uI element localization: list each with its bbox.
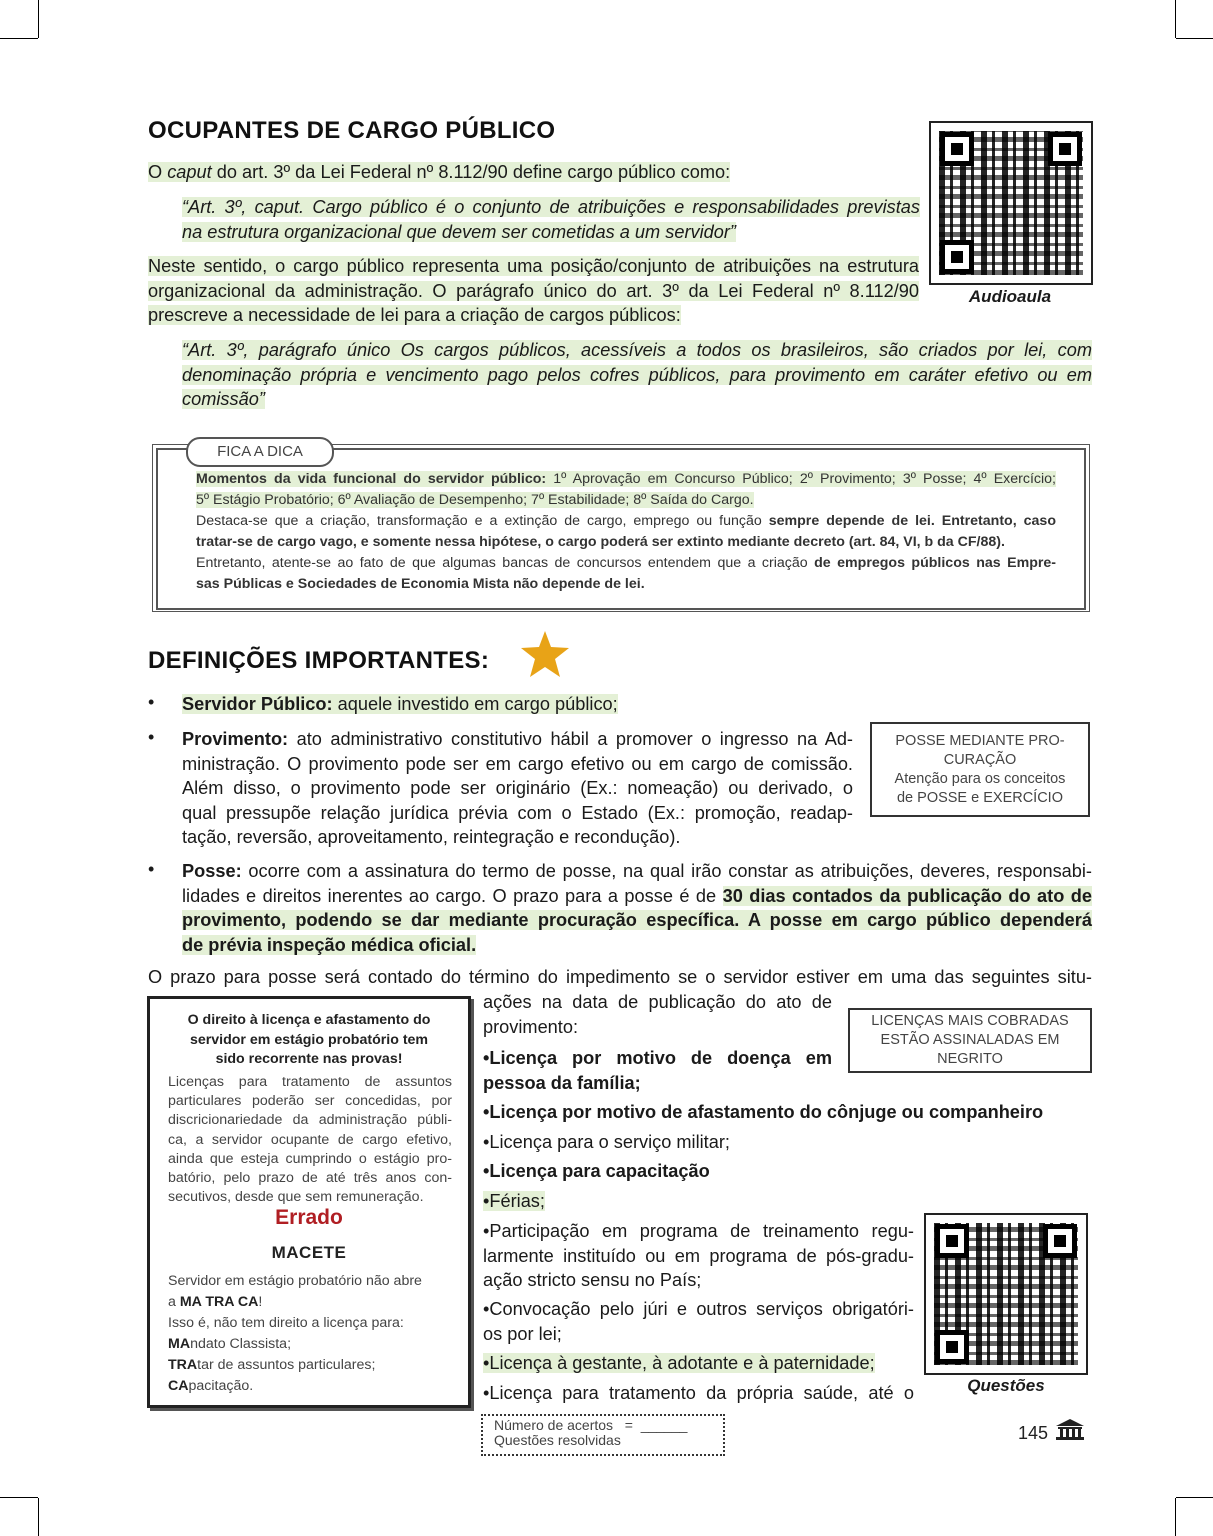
side-note-posse: [870, 722, 1090, 817]
score-text: [494, 1418, 687, 1448]
qr-caption: Audioaula: [968, 287, 1052, 306]
prazo-paragraph: O prazo para posse será contado do término do impedimento se o servidor estiver em uma das seguintes situ-: [148, 967, 1092, 987]
crop-mark: [0, 1497, 38, 1498]
text: ainda que esteja cumprindo o estágio pro-: [168, 1150, 452, 1167]
text: ações na data de publicação do ato de: [483, 992, 832, 1012]
text: sido recorrente nas provas!: [215, 1051, 403, 1067]
text: sas Públicas e Sociedades de Economia Mista não depende de lei.: [196, 576, 645, 592]
para-line: Neste sentido, o cargo público representa uma posição/conjunto de atribuições na estrutura: [148, 256, 919, 276]
text: tação, reversão, aproveitamento, reintegração e recondução).: [182, 827, 681, 847]
text: ______: [640, 1417, 688, 1433]
text: larmente instituído ou em programa de pós-gradu-: [483, 1245, 914, 1266]
text: de POSSE e EXERCÍCIO: [896, 790, 1063, 806]
paragraph-2: [148, 254, 919, 328]
licenca-item: [483, 1046, 832, 1095]
licenca-item: [483, 1219, 914, 1293]
quote-line: denominação própria e vencimento pago pelos cofres públicos, para provimento em caráter efetivo ou em: [182, 364, 1092, 385]
text: ato administrativo constitutivo hábil a promover o ingresso na Ad-: [288, 729, 853, 749]
text: ocorre com a assinatura do termo de posse, na qual irão constar as atribuições, deveres, responsabi-: [241, 861, 1092, 881]
licenca-item: [483, 1297, 914, 1346]
text: a: [168, 1294, 180, 1310]
quote-art3: [182, 195, 920, 244]
text: ca, a servidor ocupante de cargo efetivo,: [168, 1131, 452, 1148]
text: sempre depende de lei. Entretanto, caso: [768, 513, 1056, 529]
text: !: [258, 1294, 263, 1310]
tip-text: [196, 469, 1056, 595]
text: ndato Classista;: [190, 1336, 292, 1352]
text: ministração. O provimento pode ser em cargo efetivo ou em cargo de comissão.: [182, 753, 853, 774]
text: secutivos, desde que sem remuneração.: [168, 1189, 424, 1206]
quote-line: comissão”: [182, 389, 265, 409]
text: LICENÇAS MAIS COBRADAS: [871, 1013, 1069, 1029]
text: de empregos públicos nas Empre-: [814, 555, 1057, 571]
text: servidor em estágio probatório tem: [189, 1031, 429, 1048]
quote-line: na estrutura organizacional que devem ser cometidas a um servidor”: [182, 221, 736, 242]
text: Destaca-se que a criação, transformação e a extinção de cargo, emprego ou função: [196, 513, 769, 529]
text: qual pressupõe relação jurídica prévia com o Estado (Ex.: promoção, readap-: [182, 802, 853, 823]
text: pessoa da família;: [483, 1072, 641, 1093]
prazo-continuation: [483, 990, 832, 1039]
text: Isso é, não tem direito a licença para:: [168, 1315, 404, 1331]
crop-mark: [38, 0, 39, 38]
crop-mark: [1175, 0, 1176, 38]
text: •Licença à gestante, à adotante e à paternidade;: [483, 1353, 875, 1373]
text: lidades e direitos inerentes ao cargo. O prazo para a posse é de: [182, 885, 723, 906]
text: de prévia inspeção médica oficial.: [182, 934, 477, 955]
macete-title: MACETE: [271, 1243, 347, 1262]
text: do art. 3º da Lei Federal nº 8.112/90 define cargo público como:: [211, 162, 731, 182]
text: 1º Aprovação em Concurso Público; 2º Provimento; 3º Posse; 4º Exercício;: [546, 471, 1056, 487]
text: 30 dias contados da publicação do ato de: [722, 885, 1092, 906]
text: aquele investido em cargo público;: [332, 694, 618, 714]
text: Posse:: [182, 861, 242, 881]
text: CURAÇÃO: [943, 752, 1017, 768]
macete-text: [168, 1271, 458, 1397]
text: •Licença por motivo de doença em: [483, 1048, 832, 1068]
text: NEGRITO: [937, 1051, 1003, 1067]
licenca-item: [483, 1381, 914, 1406]
quote-line: “Art. 3º, parágrafo único Os cargos públicos, acessíveis a todos os brasileiros, são criados por lei, com: [182, 340, 1092, 360]
intro-paragraph: [148, 160, 730, 185]
star-icon: [520, 630, 570, 678]
text: •Férias;: [483, 1191, 545, 1211]
para-line: organizacional da administração. O parágrafo único do art. 3º da Lei Federal nº 8.112/90: [148, 280, 919, 301]
side-note-licencas: [848, 1008, 1092, 1073]
qr-caption: Questões: [967, 1376, 1045, 1395]
text: •Licença para tratamento da própria saúde, até o: [483, 1383, 914, 1403]
quote-line: “Art. 3º, caput. Cargo público é o conjunto de atribuições e responsabilidades previstas: [182, 197, 920, 217]
text: •Participação em programa de treinamento regu-: [483, 1221, 914, 1241]
text: Servidor Público:: [182, 694, 333, 714]
licenca-item: •Licença para capacitação: [483, 1161, 710, 1181]
text: os por lei;: [483, 1323, 562, 1344]
def-posse: [182, 859, 1092, 957]
def-provimento: [182, 727, 853, 850]
licenca-item: [483, 1189, 545, 1214]
text: =: [624, 1417, 633, 1433]
bullet: •: [148, 859, 155, 879]
text: provimento:: [483, 1016, 579, 1037]
text: 5º Estágio Probatório; 6º Avaliação de Desempenho; 7º Estabilidade; 8º Saída do Cargo.: [196, 492, 754, 508]
qr-code-audioaula[interactable]: [929, 121, 1093, 285]
para-line: prescreve a necessidade de lei para a criação de cargos públicos:: [148, 305, 681, 325]
crop-mark: [1176, 38, 1213, 39]
text: tratar-se de cargo vago, e somente nessa hipótese, o cargo poderá ser extinto mediante decreto (art. 84, VI, b da CF/88).: [196, 534, 1005, 550]
left-box-heading: [160, 1011, 458, 1070]
licenca-item: [483, 1351, 875, 1376]
licenca-item: •Licença para o serviço militar;: [483, 1132, 730, 1152]
text: •Convocação pelo júri e outros serviços obrigatóri-: [483, 1299, 914, 1319]
text: Número de acertos: [494, 1417, 614, 1433]
text: O: [148, 162, 168, 182]
licenca-item: •Licença por motivo de afastamento do cônjuge ou companheiro: [483, 1102, 1044, 1122]
text: POSSE MEDIANTE PRO-: [895, 733, 1065, 749]
text: Além disso, o provimento pode ser originário (Ex.: nomeação) ou derivado, o: [182, 778, 853, 798]
text: Licenças para tratamento de assuntos: [168, 1074, 452, 1090]
text: particulares poderão ser concedidas, por: [168, 1093, 452, 1110]
text: tar de assuntos particulares;: [197, 1357, 376, 1373]
text: Momentos da vida funcional do servidor público:: [196, 471, 547, 487]
section-title: OCUPANTES DE CARGO PÚBLICO: [148, 117, 556, 144]
text: CA: [168, 1378, 189, 1394]
text: discricionariedade da administração públi-: [168, 1112, 452, 1129]
text: MA TRA CA: [179, 1294, 259, 1310]
bullet: •: [148, 692, 155, 712]
verdict-label: Errado: [275, 1206, 343, 1229]
text: pacitação.: [188, 1378, 254, 1394]
text: MA: [168, 1336, 191, 1352]
crop-mark: [38, 1498, 39, 1536]
text: batório, pelo prazo de até três anos con-: [168, 1170, 452, 1187]
quote-paragrafo-unico: [182, 338, 1092, 412]
def-servidor: [182, 692, 618, 717]
section-title: DEFINIÇÕES IMPORTANTES:: [148, 647, 490, 674]
text: O direito à licença e afastamento do: [187, 1012, 431, 1028]
text: TRA: [168, 1357, 198, 1373]
text: Servidor em estágio probatório não abre: [168, 1273, 422, 1289]
text: caput: [167, 162, 212, 182]
text: Provimento:: [182, 729, 289, 749]
text: ESTÃO ASSINALADAS EM: [880, 1032, 1060, 1048]
qr-code-questoes[interactable]: [924, 1213, 1088, 1375]
crop-mark: [0, 38, 38, 39]
text: ação stricto sensu no País;: [483, 1270, 702, 1290]
bullet: •: [148, 727, 155, 747]
text: Atenção para os conceitos: [894, 771, 1066, 787]
page-number: 145: [1018, 1423, 1049, 1443]
text: provimento, podendo se dar mediante procuração específica. A posse em cargo público dependerá: [182, 910, 1092, 930]
crop-mark: [1176, 1497, 1213, 1498]
building-icon: [1055, 1418, 1085, 1442]
left-box-body: [168, 1073, 452, 1207]
crop-mark: [1175, 1498, 1176, 1536]
tip-label: FICA A DICA: [186, 437, 334, 467]
text: Entretanto, atente-se ao fato de que algumas bancas de concursos entendem que a criação: [196, 555, 815, 571]
text: Questões resolvidas: [494, 1432, 621, 1448]
